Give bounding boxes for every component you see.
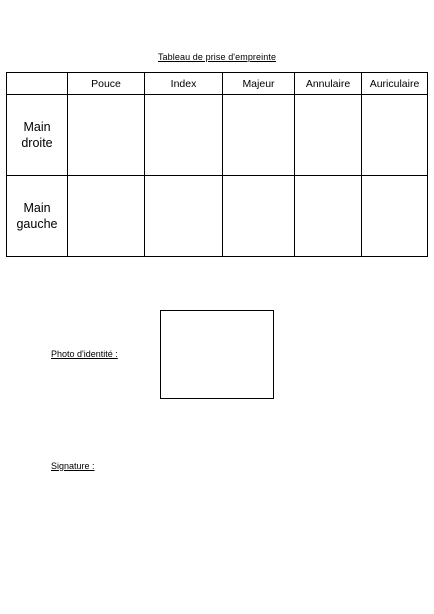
- table-header-row: [7, 73, 428, 95]
- fingerprint-cell-right-index: [145, 95, 223, 176]
- row-label-line: droite: [21, 136, 53, 150]
- header-thumb: Pouce: [68, 73, 145, 95]
- fingerprint-cell-right-little: [362, 95, 428, 176]
- fingerprint-cell-right-middle: [223, 95, 295, 176]
- fingerprint-table: [6, 72, 428, 257]
- signature-label: Signature :: [51, 461, 95, 471]
- photo-box: [160, 310, 274, 399]
- row-label-line: Main: [23, 201, 51, 215]
- fingerprint-cell-left-middle: [223, 176, 295, 257]
- header-middle: Majeur: [223, 73, 295, 95]
- table-row: [7, 95, 428, 176]
- row-label-left-hand: [7, 176, 68, 257]
- fingerprint-cell-left-ring: [295, 176, 362, 257]
- fingerprint-cell-left-little: [362, 176, 428, 257]
- fingerprint-cell-left-index: [145, 176, 223, 257]
- photo-label: Photo d'identité :: [51, 349, 118, 359]
- row-label-line: Main: [23, 120, 51, 134]
- row-label-right-hand: [7, 95, 68, 176]
- row-label-line: gauche: [16, 217, 58, 231]
- fingerprint-cell-left-thumb: [68, 176, 145, 257]
- header-corner-cell: [7, 73, 68, 95]
- fingerprint-cell-right-thumb: [68, 95, 145, 176]
- header-little: Auriculaire: [362, 73, 428, 95]
- header-index: Index: [145, 73, 223, 95]
- table-row: [7, 176, 428, 257]
- header-ring: Annulaire: [295, 73, 362, 95]
- document-title: Tableau de prise d'empreinte: [157, 52, 277, 62]
- fingerprint-cell-right-ring: [295, 95, 362, 176]
